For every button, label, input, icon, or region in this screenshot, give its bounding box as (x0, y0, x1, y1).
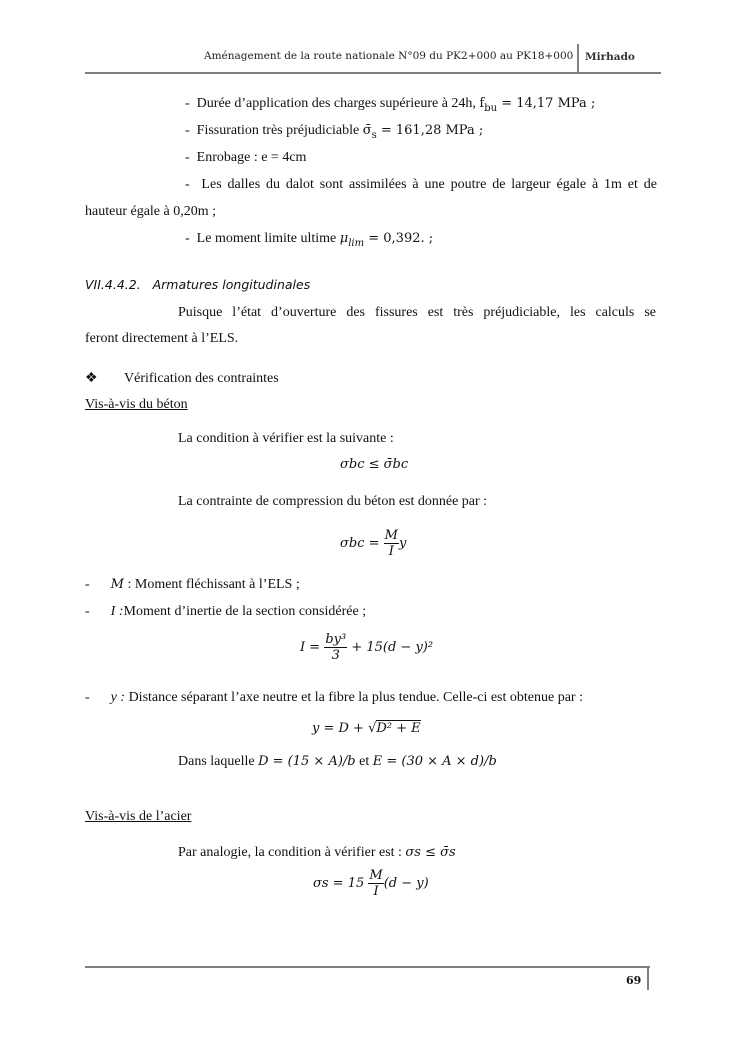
footer-separator (647, 966, 649, 990)
definition-M: - M : Moment fléchissant à l’ELS ; (85, 577, 300, 592)
intro-line-1: Puisque l’état d’ouverture des fissures est très préjudiciable, les calculs se (178, 305, 656, 320)
condition-text: La condition à vérifier est la suivante : (178, 431, 394, 446)
running-header-title: Aménagement de la route nationale N°09 du PK2+000 au PK18+000 (204, 50, 574, 62)
definition-y: - y : Distance séparant l’axe neutre et la fibre la plus tendue. Celle-ci est obtenue par : (85, 690, 583, 705)
formula-inertia: I = $\frac{\text{by³}}{3}$ + 15(d − y)² (300, 632, 434, 663)
intro-line-2: feront directement à l’ELS. (85, 331, 239, 346)
compression-text: La contrainte de compression du béton est donnée par : (178, 494, 488, 509)
bullet-item-continuation: hauteur égale à 0,20m ; (85, 204, 217, 219)
diamond-bullet-icon: ❖ (85, 371, 98, 386)
formula-sigma-s: σs = 15 $\frac{M}{I}$ (d − y) (313, 868, 429, 899)
formula-y: y = D + √D² + E (312, 721, 421, 736)
analogie-text: Par analogie, la condition à vérifier est : σs ≤ σ̄s (178, 845, 456, 860)
subheading-beton: Vis-à-vis du béton (85, 397, 188, 412)
definition-I: - I :Moment d’inertie de la section considérée ; (85, 604, 367, 619)
verification-label: Vérification des contraintes (124, 371, 279, 386)
bullet-item: - Les dalles du dalot sont assimilées à une poutre de largeur égale à 1m et de (185, 177, 657, 192)
bullet-item: - Enrobage : e = 4cm (185, 150, 307, 165)
bullet-item: - Fissuration très préjudiciable $\sigmā_s = 161,28$ MPa ; (185, 123, 484, 141)
condition-formula: σbc ≤ σ̄bc (340, 457, 409, 472)
subheading-acier: Vis-à-vis de l’acier (85, 809, 192, 824)
formula-D-E: Dans laquelle D = (15 × A)/b et E = (30 × A × d)/b (178, 754, 497, 769)
header-separator (577, 44, 579, 74)
bullet-item: - Le moment limite ultime $\mu_{lim} = 0,392$. ; (185, 231, 434, 249)
footer-rule (85, 966, 650, 968)
page-number: 69 (626, 974, 642, 987)
bullet-item: - Durée d’application des charges supérieure à 24h, $f_{bu} = 14,17$ MPa ; (185, 96, 596, 114)
header-rule (85, 72, 661, 74)
running-header-author: Mirhado (585, 51, 635, 63)
formula-sigma-bc: σbc = $\frac{M}{I}$ y (340, 528, 407, 559)
section-heading: VII.4.4.2. Armatures longitudinales (85, 277, 311, 292)
